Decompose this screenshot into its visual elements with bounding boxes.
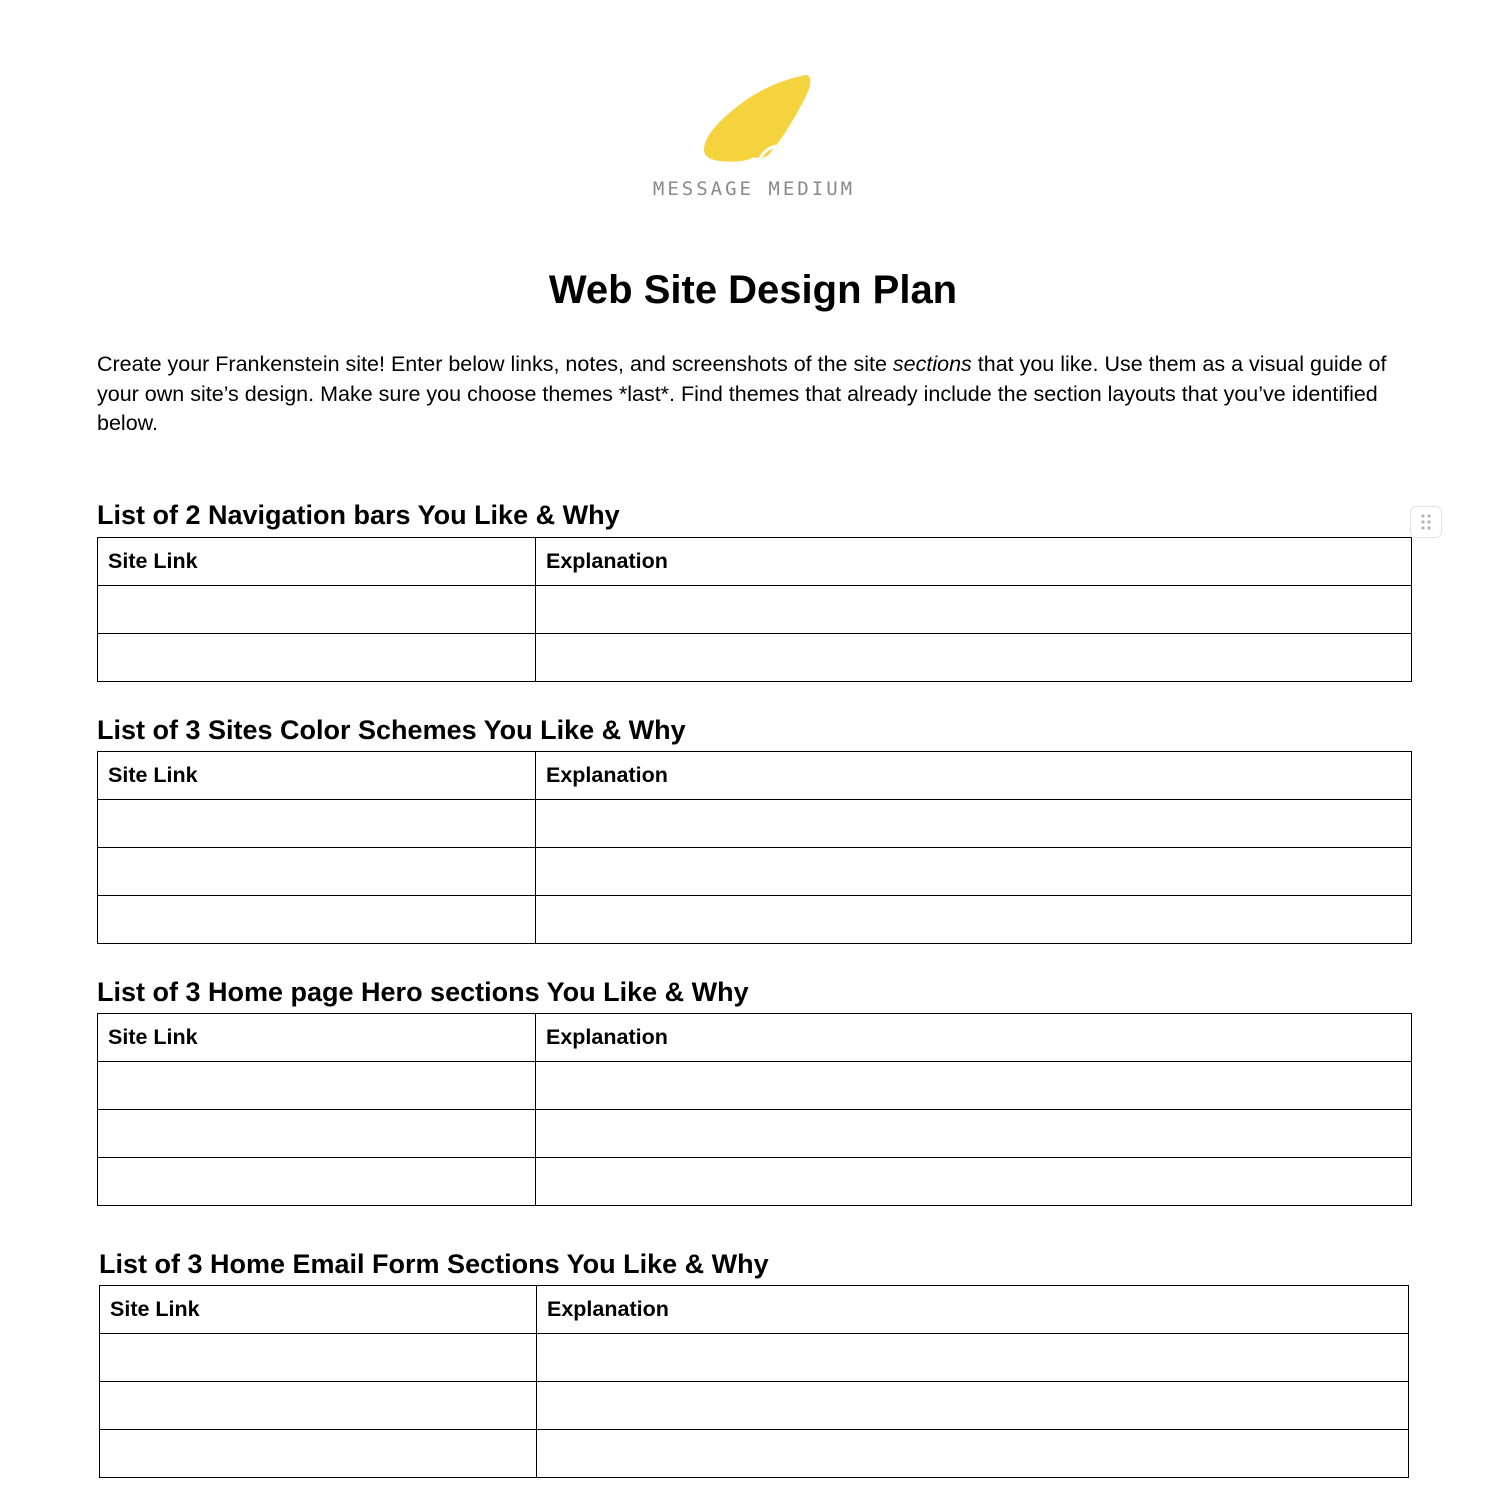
site-link-cell[interactable]: [98, 586, 536, 634]
site-link-cell[interactable]: [98, 1158, 536, 1206]
section-heading-color-schemes: List of 3 Sites Color Schemes You Like & Why: [97, 715, 686, 745]
table-row: [98, 1158, 1412, 1206]
table-row: [98, 848, 1412, 896]
page-title: Web Site Design Plan: [548, 268, 958, 312]
color-schemes-table: [97, 751, 1412, 944]
intro-emphasis: sections: [892, 352, 972, 376]
table-row: [98, 1110, 1412, 1158]
explanation-cell[interactable]: [536, 800, 1412, 848]
site-link-cell[interactable]: [98, 1062, 536, 1110]
column-header-site-link: Site Link: [98, 752, 536, 800]
site-link-cell[interactable]: [100, 1334, 537, 1382]
site-link-cell[interactable]: [98, 848, 536, 896]
column-header-explanation: Explanation: [536, 1014, 1412, 1062]
explanation-cell[interactable]: [536, 1062, 1412, 1110]
explanation-cell[interactable]: [536, 1158, 1412, 1206]
explanation-cell[interactable]: [536, 896, 1412, 944]
explanation-cell[interactable]: [537, 1382, 1409, 1430]
table-header-row: [98, 752, 1412, 800]
table-row: [100, 1334, 1409, 1382]
email-form-table: [99, 1285, 1409, 1478]
explanation-cell[interactable]: [536, 634, 1412, 682]
table-row: [98, 1062, 1412, 1110]
explanation-cell[interactable]: [537, 1430, 1409, 1478]
table-row: [100, 1430, 1409, 1478]
section-heading-email-form: List of 3 Home Email Form Sections You Like & Why: [99, 1249, 769, 1279]
column-header-explanation: Explanation: [537, 1286, 1409, 1334]
explanation-cell[interactable]: [537, 1334, 1409, 1382]
explanation-cell[interactable]: [536, 848, 1412, 896]
column-header-site-link: Site Link: [100, 1286, 537, 1334]
site-link-cell[interactable]: [98, 1110, 536, 1158]
brand-name: MESSAGE MEDIUM: [652, 178, 856, 200]
explanation-cell[interactable]: [536, 586, 1412, 634]
yellow-brush-stroke-icon: [690, 66, 820, 166]
table-row: [98, 800, 1412, 848]
site-link-cell[interactable]: [100, 1430, 537, 1478]
hero-sections-table: [97, 1013, 1412, 1206]
site-link-cell[interactable]: [100, 1382, 537, 1430]
logo: [0, 0, 1500, 230]
drag-dots-icon: [1419, 513, 1433, 531]
table-header-row: [98, 538, 1412, 586]
section-heading-hero-sections: List of 3 Home page Hero sections You Like & Why: [97, 977, 749, 1007]
site-link-cell[interactable]: [98, 800, 536, 848]
column-header-site-link: Site Link: [98, 538, 536, 586]
site-link-cell[interactable]: [98, 634, 536, 682]
explanation-cell[interactable]: [536, 1110, 1412, 1158]
table-row: [98, 586, 1412, 634]
table-header-row: [98, 1014, 1412, 1062]
site-link-cell[interactable]: [98, 896, 536, 944]
table-row: [98, 634, 1412, 682]
table-row: [98, 896, 1412, 944]
navigation-table: [97, 537, 1412, 682]
intro-text-end: that you like. Use them as a visual guide of your own site’s design. Make sure you choose themes *last*. Find themes that already include the section layouts that you’ve identified below.: [97, 352, 1387, 435]
column-header-site-link: Site Link: [98, 1014, 536, 1062]
column-header-explanation: Explanation: [536, 538, 1412, 586]
intro-text-start: Create your Frankenstein site! Enter below links, notes, and screenshots of the site: [97, 352, 893, 376]
intro-paragraph: [97, 350, 1387, 439]
table-drag-handle[interactable]: [1410, 506, 1442, 538]
table-header-row: [100, 1286, 1409, 1334]
column-header-explanation: Explanation: [536, 752, 1412, 800]
table-row: [100, 1382, 1409, 1430]
section-heading-navigation: List of 2 Navigation bars You Like & Why: [97, 500, 620, 530]
